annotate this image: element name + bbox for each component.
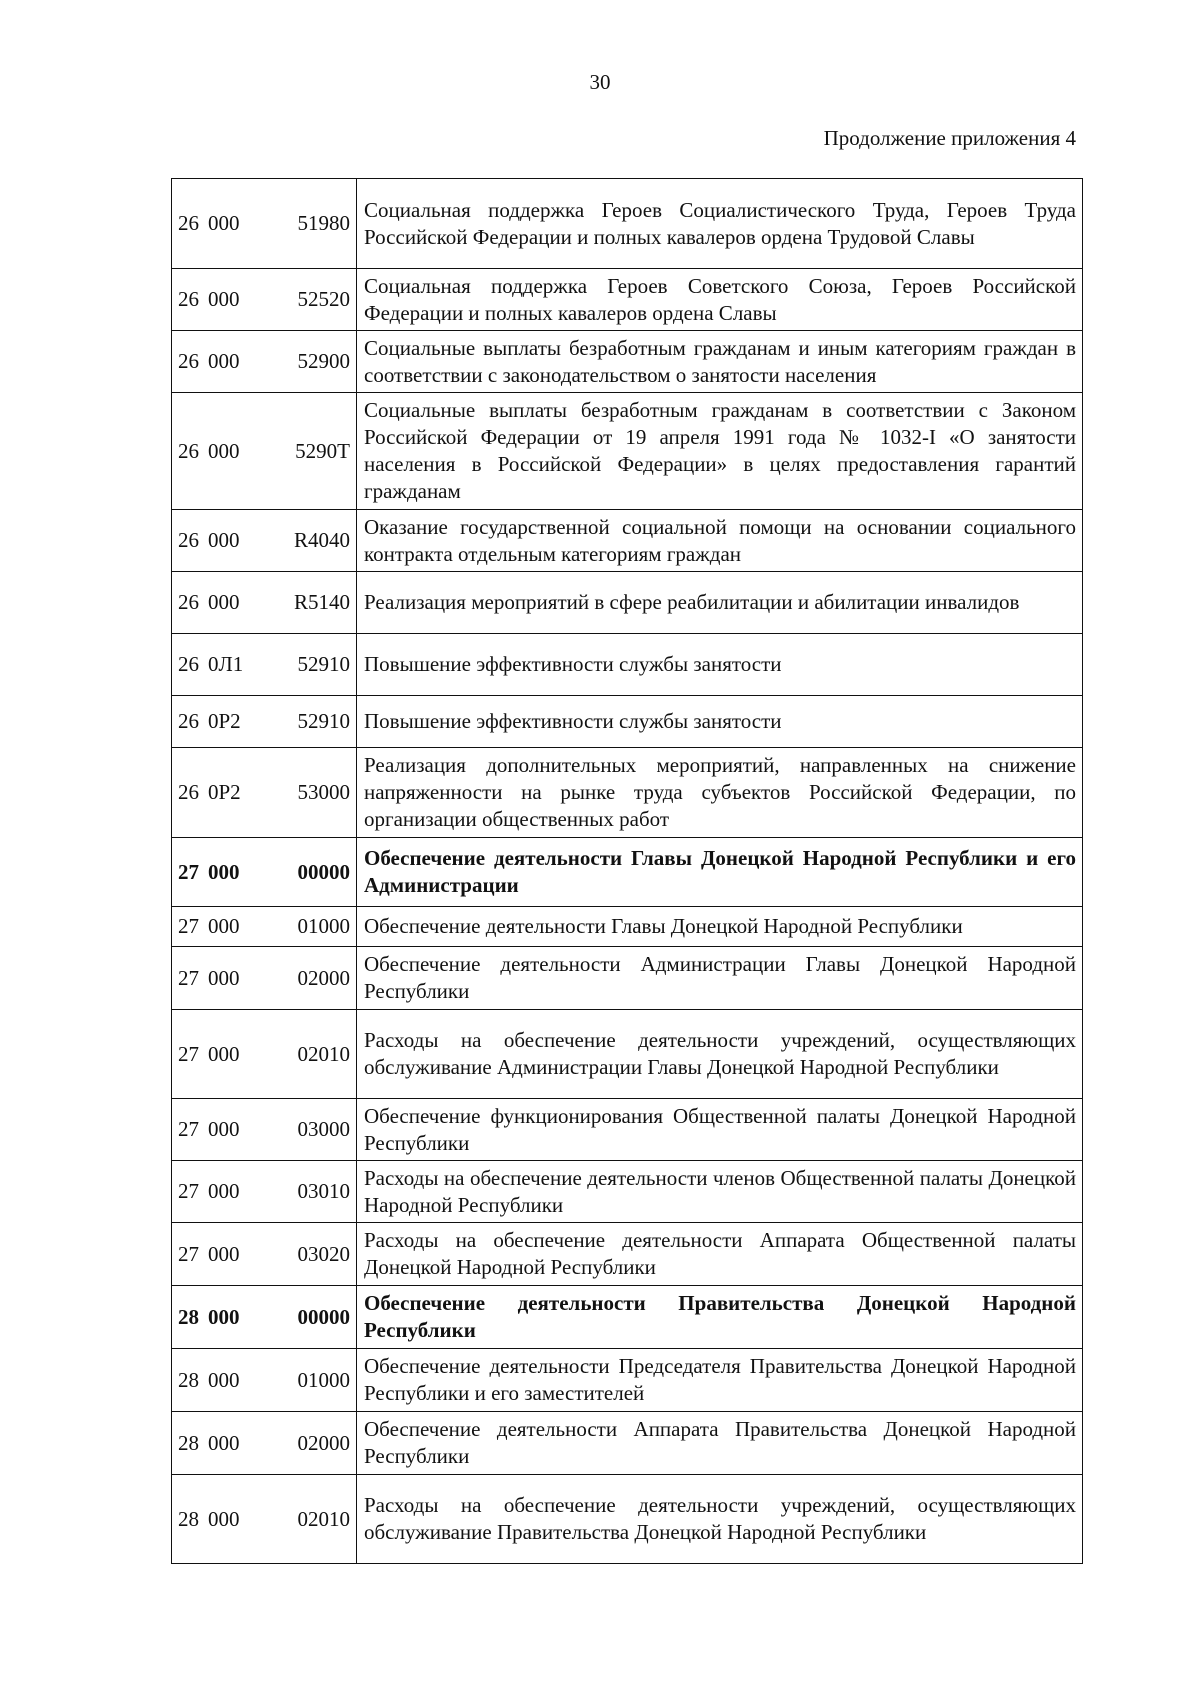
- table-row: [172, 947, 1083, 1010]
- code-direction: 01000: [297, 914, 350, 938]
- description-cell: Расходы на обеспечение деятельности учреждений, осуществляющих обслуживание Правительства Донецкой Народной Республики: [357, 1475, 1083, 1564]
- description-cell: Повышение эффективности службы занятости: [357, 696, 1083, 748]
- code-cell: [172, 947, 357, 1010]
- code-subprogram: 000: [208, 1117, 240, 1141]
- code-program: 28: [178, 1367, 199, 1392]
- description-cell: Обеспечение деятельности Председателя Правительства Донецкой Народной Республики и его заместителей: [357, 1349, 1083, 1412]
- code-subprogram: 000: [208, 1041, 240, 1066]
- code-direction: 5290Т: [295, 438, 350, 463]
- code-subprogram: 0Р2: [208, 709, 241, 733]
- code-direction: 01000: [297, 1367, 350, 1392]
- code-cell: [172, 838, 357, 907]
- code-parts: [178, 1304, 350, 1331]
- code-cell: [172, 907, 357, 947]
- code-program: 27: [178, 1241, 199, 1266]
- code-parts: [178, 348, 350, 375]
- table-row: [172, 179, 1083, 269]
- code-cell: [172, 1412, 357, 1475]
- code-subprogram: 000: [208, 211, 240, 235]
- code-subprogram: 000: [208, 859, 240, 884]
- code-cell: [172, 572, 357, 634]
- description-cell: Реализация мероприятий в сфере реабилитации и абилитации инвалидов: [357, 572, 1083, 634]
- code-program: 27: [178, 859, 199, 884]
- code-subprogram: 000: [208, 965, 240, 990]
- code-program: 26: [178, 287, 199, 311]
- code-cell: [172, 1349, 357, 1412]
- code-parts: [178, 965, 350, 992]
- code-direction: 02000: [297, 965, 350, 990]
- description-cell: Расходы на обеспечение деятельности учреждений, осуществляющих обслуживание Администрации Главы Донецкой Народной Республики: [357, 1010, 1083, 1099]
- table-row: [172, 1223, 1083, 1286]
- code-subprogram: 000: [208, 528, 240, 552]
- budget-codes-table: [171, 178, 1083, 1564]
- table-row: [172, 838, 1083, 907]
- code-parts: [178, 438, 350, 465]
- code-program: 26: [178, 528, 199, 552]
- code-subprogram: 0Р2: [208, 780, 241, 804]
- description-cell: Социальные выплаты безработным гражданам и иным категориям граждан в соответствии с законодательством о занятости населения: [357, 331, 1083, 393]
- description-cell: Обеспечение деятельности Главы Донецкой Народной Республики и его Администрации: [357, 838, 1083, 907]
- table-row: [172, 331, 1083, 393]
- code-parts: [178, 1178, 350, 1205]
- code-direction: 00000: [297, 859, 350, 884]
- code-cell: [172, 269, 357, 331]
- code-program: 26: [178, 438, 199, 463]
- code-program: 28: [178, 1430, 199, 1455]
- table-row: [172, 748, 1083, 838]
- code-program: 28: [178, 1304, 199, 1329]
- code-subprogram: 0Л1: [208, 652, 244, 676]
- code-program: 26: [178, 652, 199, 676]
- code-direction: 02010: [297, 1506, 350, 1531]
- code-parts: [178, 1041, 350, 1068]
- code-direction: 51980: [297, 211, 350, 235]
- page-number: 30: [589, 70, 611, 94]
- code-parts: [178, 1430, 350, 1457]
- code-direction: 00000: [297, 1304, 350, 1329]
- code-subprogram: 000: [208, 438, 240, 463]
- description-cell: Обеспечение деятельности Главы Донецкой Народной Республики: [357, 907, 1083, 947]
- table-row: [172, 1349, 1083, 1412]
- code-subprogram: 000: [208, 1241, 240, 1266]
- code-cell: [172, 748, 357, 838]
- code-subprogram: 000: [208, 914, 240, 938]
- code-program: 27: [178, 1041, 199, 1066]
- code-parts: [178, 913, 350, 940]
- budget-codes-table-body: [172, 179, 1083, 1564]
- code-direction: 02010: [297, 1041, 350, 1066]
- table-row: [172, 1475, 1083, 1564]
- code-direction: 03010: [297, 1179, 350, 1203]
- code-cell: [172, 1286, 357, 1349]
- code-program: 26: [178, 349, 199, 373]
- code-parts: [178, 1116, 350, 1143]
- code-subprogram: 000: [208, 1179, 240, 1203]
- code-program: 26: [178, 780, 199, 804]
- code-parts: [178, 859, 350, 886]
- code-subprogram: 000: [208, 590, 240, 614]
- code-subprogram: 000: [208, 1304, 240, 1329]
- code-cell: [172, 696, 357, 748]
- code-direction: 52520: [297, 287, 350, 311]
- code-program: 27: [178, 965, 199, 990]
- code-program: 28: [178, 1506, 199, 1531]
- table-row: [172, 572, 1083, 634]
- table-row: [172, 269, 1083, 331]
- table-row: [172, 1161, 1083, 1223]
- table-row: [172, 393, 1083, 510]
- description-cell: Социальная поддержка Героев Социалистического Труда, Героев Труда Российской Федерации и полных кавалеров ордена Трудовой Славы: [357, 179, 1083, 269]
- code-cell: [172, 393, 357, 510]
- code-parts: [178, 1506, 350, 1533]
- description-cell: Социальная поддержка Героев Советского Союза, Героев Российской Федерации и полных кавалеров ордена Славы: [357, 269, 1083, 331]
- code-direction: 02000: [297, 1430, 350, 1455]
- code-direction: 03000: [297, 1117, 350, 1141]
- code-direction: 53000: [297, 780, 350, 804]
- description-cell: Расходы на обеспечение деятельности Аппарата Общественной палаты Донецкой Народной Республики: [357, 1223, 1083, 1286]
- table-row: [172, 1412, 1083, 1475]
- code-program: 26: [178, 709, 199, 733]
- code-direction: R4040: [293, 528, 350, 552]
- appendix-continuation-label: Продолжение приложения 4: [823, 126, 1076, 150]
- description-cell: Социальные выплаты безработным гражданам в соответствии с Законом Российской Федерации от 19 апреля 1991 года № 1032-I «О занятости населения в Российской Федерации» в целях предоставления гарантий гражданам: [357, 393, 1083, 510]
- code-parts: [178, 527, 350, 554]
- code-parts: [178, 651, 350, 678]
- code-subprogram: 000: [208, 287, 240, 311]
- table-row: [172, 634, 1083, 696]
- code-subprogram: 000: [208, 1430, 240, 1455]
- code-parts: [178, 708, 350, 735]
- code-program: 26: [178, 590, 199, 614]
- code-cell: [172, 634, 357, 696]
- code-parts: [178, 210, 350, 237]
- code-cell: [172, 331, 357, 393]
- table-row: [172, 1010, 1083, 1099]
- code-parts: [178, 1367, 350, 1394]
- code-program: 27: [178, 1179, 199, 1203]
- table-row: [172, 1286, 1083, 1349]
- code-parts: [178, 1241, 350, 1268]
- description-cell: Обеспечение деятельности Правительства Донецкой Народной Республики: [357, 1286, 1083, 1349]
- code-direction: 03020: [297, 1241, 350, 1266]
- table-row: [172, 1099, 1083, 1161]
- code-cell: [172, 510, 357, 572]
- code-program: 27: [178, 1117, 199, 1141]
- code-subprogram: 000: [208, 349, 240, 373]
- code-subprogram: 000: [208, 1367, 240, 1392]
- code-program: 26: [178, 211, 199, 235]
- code-cell: [172, 1010, 357, 1099]
- code-direction: R5140: [293, 590, 350, 614]
- description-cell: Повышение эффективности службы занятости: [357, 634, 1083, 696]
- code-cell: [172, 1475, 357, 1564]
- code-direction: 52910: [297, 709, 350, 733]
- code-program: 27: [178, 914, 199, 938]
- description-cell: Расходы на обеспечение деятельности членов Общественной палаты Донецкой Народной Республики: [357, 1161, 1083, 1223]
- description-cell: Реализация дополнительных мероприятий, направленных на снижение напряженности на рынке труда субъектов Российской Федерации, по организации общественных работ: [357, 748, 1083, 838]
- code-cell: [172, 1223, 357, 1286]
- code-direction: 52900: [297, 349, 350, 373]
- table-row: [172, 907, 1083, 947]
- description-cell: Обеспечение деятельности Аппарата Правительства Донецкой Народной Республики: [357, 1412, 1083, 1475]
- code-subprogram: 000: [208, 1506, 240, 1531]
- table-row: [172, 510, 1083, 572]
- code-cell: [172, 1161, 357, 1223]
- description-cell: Оказание государственной социальной помощи на основании социального контракта отдельным категориям граждан: [357, 510, 1083, 572]
- code-parts: [178, 779, 350, 806]
- description-cell: Обеспечение функционирования Общественной палаты Донецкой Народной Республики: [357, 1099, 1083, 1161]
- code-parts: [178, 589, 350, 616]
- code-direction: 52910: [297, 652, 350, 676]
- description-cell: Обеспечение деятельности Администрации Главы Донецкой Народной Республики: [357, 947, 1083, 1010]
- code-parts: [178, 286, 350, 313]
- table-row: [172, 696, 1083, 748]
- code-cell: [172, 1099, 357, 1161]
- code-cell: [172, 179, 357, 269]
